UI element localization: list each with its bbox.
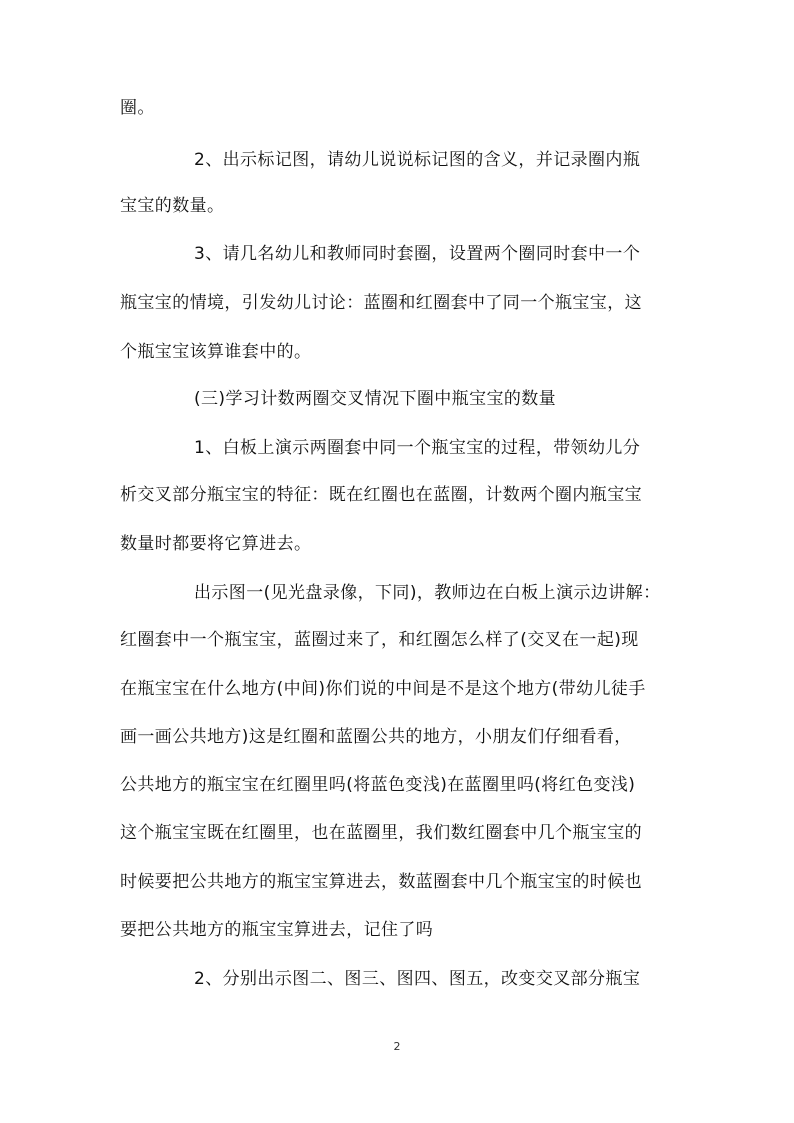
text-line-18: 要把公共地方的瓶宝宝算进去，记住了吗 xyxy=(120,920,434,940)
text-line-8: 1、白板上演示两圈套中同一个瓶宝宝的过程，带领幼儿分 xyxy=(194,438,641,458)
text-line-11: 出示图一(见光盘录像，下同)，教师边在白板上演示边讲解： xyxy=(194,583,661,603)
text-line-19: 2、分别出示图二、图三、图四、图五，改变交叉部分瓶宝 xyxy=(194,969,641,989)
text-line-17: 时候要把公共地方的瓶宝宝算进去，数蓝圈套中几个瓶宝宝的时候也 xyxy=(120,872,642,892)
text-line-14: 画一画公共地方)这是红圈和蓝圈公共的地方，小朋友们仔细看看， xyxy=(120,727,632,747)
text-line-1: 圈。 xyxy=(120,98,155,118)
text-line-5: 瓶宝宝的情境，引发幼儿讨论：蓝圈和红圈套中了同一个瓶宝宝，这 xyxy=(120,293,642,313)
text-line-16: 这个瓶宝宝既在红圈里，也在蓝圈里，我们数红圈套中几个瓶宝宝的 xyxy=(120,823,642,843)
text-line-10: 数量时都要将它算进去。 xyxy=(120,534,312,554)
page-number: 2 xyxy=(393,1040,401,1053)
text-line-6: 个瓶宝宝该算谁套中的。 xyxy=(120,342,312,362)
text-line-4: 3、请几名幼儿和教师同时套圈，设置两个圈同时套中一个 xyxy=(194,244,641,264)
text-line-15: 公共地方的瓶宝宝在红圈里吗(将蓝色变浅)在蓝圈里吗(将红色变浅) xyxy=(120,775,636,795)
text-line-12: 红圈套中一个瓶宝宝，蓝圈过来了，和红圈怎么样了(交叉在一起)现 xyxy=(120,630,639,650)
text-line-13: 在瓶宝宝在什么地方(中间)你们说的中间是不是这个地方(带幼儿徒手 xyxy=(120,679,646,699)
text-line-2: 2、出示标记图，请幼儿说说标记图的含义，并记录圈内瓶 xyxy=(194,150,641,170)
text-line-9: 析交叉部分瓶宝宝的特征：既在红圈也在蓝圈，计数两个圈内瓶宝宝 xyxy=(120,485,642,505)
section-heading: (三)学习计数两圈交叉情况下圈中瓶宝宝的数量 xyxy=(194,389,557,409)
text-line-3: 宝宝的数量。 xyxy=(120,196,225,216)
